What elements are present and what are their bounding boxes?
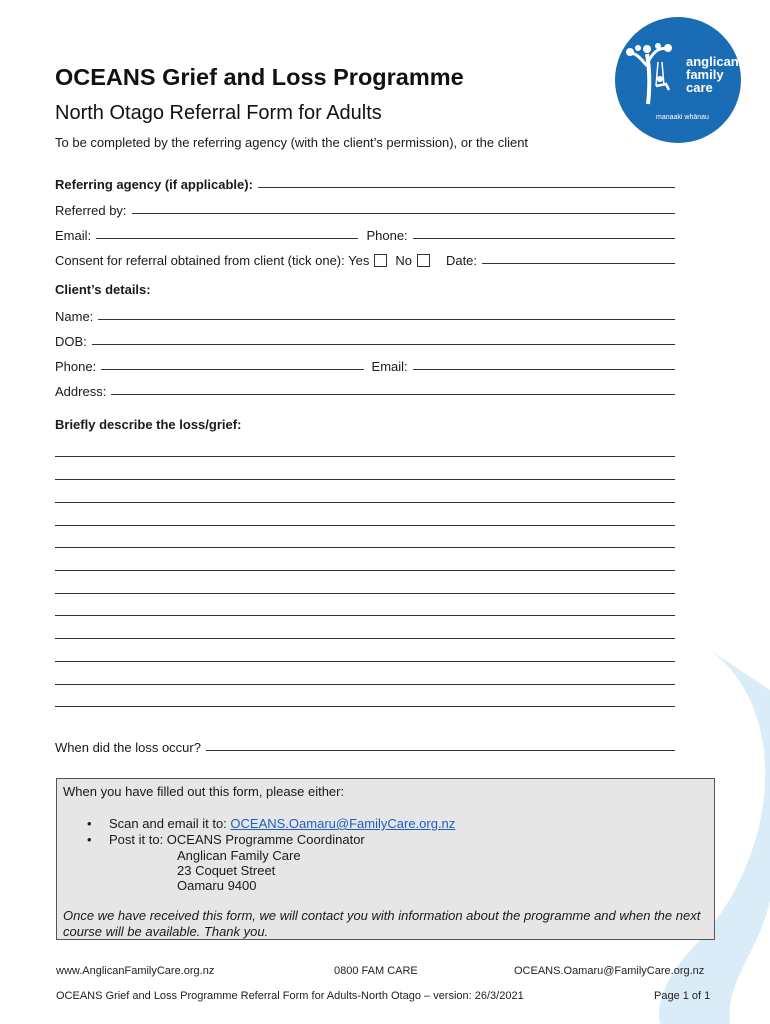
bullet: •	[87, 816, 92, 831]
page-title: OCEANS Grief and Loss Programme	[55, 64, 464, 90]
referring-agency-row	[55, 174, 675, 192]
loss-description-line[interactable]	[55, 547, 675, 548]
scan-text: Scan and email it to:	[109, 816, 227, 831]
loss-date-field[interactable]	[206, 750, 675, 751]
loss-description-line[interactable]	[55, 570, 675, 571]
client-email-label: Email:	[371, 359, 408, 374]
loss-description-line[interactable]	[55, 638, 675, 639]
footer-website[interactable]: www.AnglicanFamilyCare.org.nz	[56, 965, 215, 977]
anglican-family-care-logo	[614, 16, 742, 149]
consent-yes-checkbox[interactable]	[374, 254, 387, 267]
client-phone-field[interactable]	[101, 369, 363, 370]
client-name-row	[55, 306, 675, 324]
logo-text-1: anglican	[686, 54, 739, 69]
logo-tagline: manaaki whānau	[656, 114, 709, 121]
referrer-email-label: Email:	[55, 228, 92, 243]
client-dob-field[interactable]	[92, 344, 675, 345]
loss-description-line[interactable]	[55, 706, 675, 707]
loss-date-label: When did the loss occur?	[55, 740, 201, 755]
consent-no-label: No	[395, 253, 412, 268]
client-details-heading: Client’s details:	[55, 282, 151, 297]
email-link[interactable]: OCEANS.Oamaru@FamilyCare.org.nz	[230, 816, 456, 831]
consent-date-label: Date:	[445, 253, 478, 268]
address-line: 23 Coquet Street	[177, 863, 276, 878]
referrer-phone-field[interactable]	[413, 238, 675, 239]
client-dob-label: DOB:	[55, 334, 87, 349]
referred-by-label: Referred by:	[55, 203, 127, 218]
client-email-field[interactable]	[413, 369, 675, 370]
client-address-label: Address:	[55, 384, 107, 399]
logo-text-3: care	[686, 80, 713, 95]
client-contact-row	[55, 356, 675, 374]
client-address-field[interactable]	[111, 394, 675, 395]
footer-email[interactable]: OCEANS.Oamaru@FamilyCare.org.nz	[514, 965, 705, 977]
referrer-email-field[interactable]	[96, 238, 358, 239]
loss-description-line[interactable]	[55, 684, 675, 685]
bullet: •	[87, 832, 92, 847]
client-dob-row	[55, 331, 675, 349]
closing-note: Once we have received this form, we will contact you with information about the programme and when the next course will be available. Thank you.	[63, 908, 701, 939]
footer-phone: 0800 FAM CARE	[334, 965, 418, 977]
consent-no-checkbox[interactable]	[417, 254, 430, 267]
loss-description-line[interactable]	[55, 615, 675, 616]
address-line: Oamaru 9400	[177, 878, 257, 893]
page-subtitle: North Otago Referral Form for Adults	[55, 102, 382, 124]
consent-row	[55, 250, 675, 268]
intro-text: To be completed by the referring agency (with the client’s permission), or the client	[55, 135, 529, 150]
client-address-row	[55, 381, 675, 399]
loss-description-line[interactable]	[55, 456, 675, 457]
referred-by-field[interactable]	[132, 213, 675, 214]
loss-description-line[interactable]	[55, 593, 675, 594]
referrer-contact-row	[55, 225, 675, 243]
referrer-phone-label: Phone:	[366, 228, 408, 243]
loss-date-row	[55, 737, 675, 755]
address-line: Anglican Family Care	[177, 848, 301, 863]
loss-heading: Briefly describe the loss/grief:	[55, 417, 242, 432]
client-name-label: Name:	[55, 309, 94, 324]
instructions-intro: When you have filled out this form, please either:	[63, 784, 345, 799]
referring-agency-label: Referring agency (if applicable):	[55, 177, 253, 192]
client-phone-label: Phone:	[55, 359, 97, 374]
logo-text-2: family	[686, 67, 724, 82]
loss-description-line[interactable]	[55, 502, 675, 503]
footer-page-number: Page 1 of 1	[654, 990, 711, 1002]
client-name-field[interactable]	[98, 319, 675, 320]
loss-description-line[interactable]	[55, 479, 675, 480]
instructions-box	[56, 778, 715, 940]
loss-description-line[interactable]	[55, 525, 675, 526]
consent-date-field[interactable]	[482, 263, 675, 264]
logo-badge	[614, 16, 742, 144]
referred-by-row	[55, 200, 675, 218]
post-instruction: Post it to: OCEANS Programme Coordinator	[109, 832, 365, 847]
loss-description-line[interactable]	[55, 661, 675, 662]
scan-instruction	[109, 816, 455, 831]
footer-form-title: OCEANS Grief and Loss Programme Referral Form for Adults-North Otago – version: 26/3/2021	[56, 990, 524, 1002]
referring-agency-field[interactable]	[258, 187, 675, 188]
consent-label: Consent for referral obtained from client (tick one): Yes	[55, 253, 370, 268]
